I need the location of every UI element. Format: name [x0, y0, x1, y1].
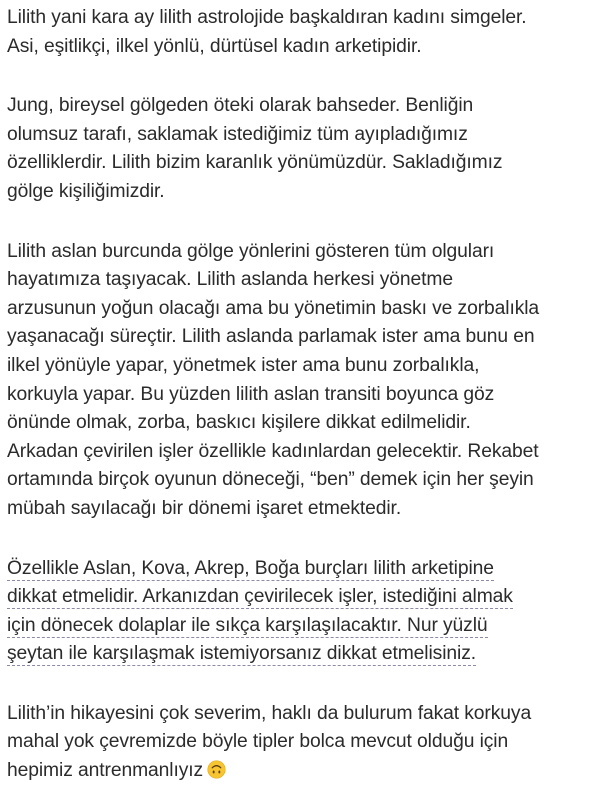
text-line: gölge kişiliğimizdir. [7, 180, 165, 202]
text-line: Lilith aslan burcunda gölge yönlerini gösteren tüm olguları [7, 240, 495, 262]
paragraph-5 [7, 700, 603, 786]
underlined-text: dikkat etmelidir. Arkanızdan çevirilecek işler, istediğini almak [7, 586, 513, 608]
text-line: mahal yok çevremizde böyle tipler bolca mevcut olduğu için [7, 731, 509, 753]
text-line: yaşanacağı süreçtir. Lilith aslanda parlamak ister ama bunu en [7, 326, 535, 348]
text-line: arzusunun yoğun olacağı ama bu yönetimin baskı ve zorbalıkla [7, 297, 540, 319]
text-line: mübah sayılacağı bir dönemi işaret etmektedir. [7, 497, 402, 519]
text-line: hayatımıza taşıyacak. Lilith aslanda herkesi yönetme [7, 269, 453, 291]
upside-down-face-emoji [207, 760, 226, 779]
text-line [7, 583, 603, 612]
paragraph-spacer [7, 207, 603, 238]
underlined-text: için dönecek dolaplar ile sıkça karşılaşılacaktır. Nur yüzlü [7, 614, 488, 636]
document-text [7, 0, 603, 786]
text-line: Arkadan çevirilen işler özellikle kadınlardan gelecektir. Rekabet [7, 440, 539, 462]
paragraph-4-underlined [7, 555, 603, 669]
underlined-text: şeytan ile karşılaşmak istemiyorsanız dikkat etmelisiniz. [7, 643, 476, 665]
paragraph-1 [7, 0, 603, 61]
paragraph-spacer [7, 61, 603, 92]
text-line: önünde olmak, zorba, baskıcı kişilere dikkat edilmelidir. [7, 412, 471, 434]
paragraph-3 [7, 238, 603, 524]
text-line: Lilith yani kara ay lilith astrolojide başkaldıran kadını simgeler. [7, 7, 527, 28]
text-line: özelliklerdir. Lilith bizim karanlık yönümüzdür. Sakladığımız [7, 152, 503, 174]
paragraph-2 [7, 92, 603, 206]
text-line: ortamında birçok oyunun döneceği, “ben” demek için her şeyin [7, 469, 534, 491]
text-line: Lilith’in hikayesini çok severim, haklı da bulurum fakat korkuya [7, 702, 532, 724]
underlined-text: Özellikle Aslan, Kova, Akrep, Boğa burçları lilith arketipine [7, 557, 494, 579]
text-line: olumsuz tarafı, saklamak istediğimiz tüm ayıpladığımız [7, 123, 468, 145]
paragraph-spacer [7, 669, 603, 700]
text-line [7, 757, 603, 786]
text-line [7, 555, 603, 584]
text-line: Jung, bireysel gölgeden öteki olarak bahseder. Benliğin [7, 95, 474, 117]
text-line: Asi, eşitlikçi, ilkel yönlü, dürtüsel kadın arketipidir. [7, 35, 422, 57]
text-line: korkuyla yapar. Bu yüzden lilith aslan transiti boyunca göz [7, 383, 495, 405]
text-line: ilkel yönüyle yapar, yönetmek ister ama bunu zorbalıkla, [7, 354, 480, 376]
text-line [7, 612, 603, 641]
text-line [7, 640, 603, 669]
text-line-content: hepimiz antrenmanlıyız [7, 760, 204, 782]
paragraph-spacer [7, 524, 603, 555]
